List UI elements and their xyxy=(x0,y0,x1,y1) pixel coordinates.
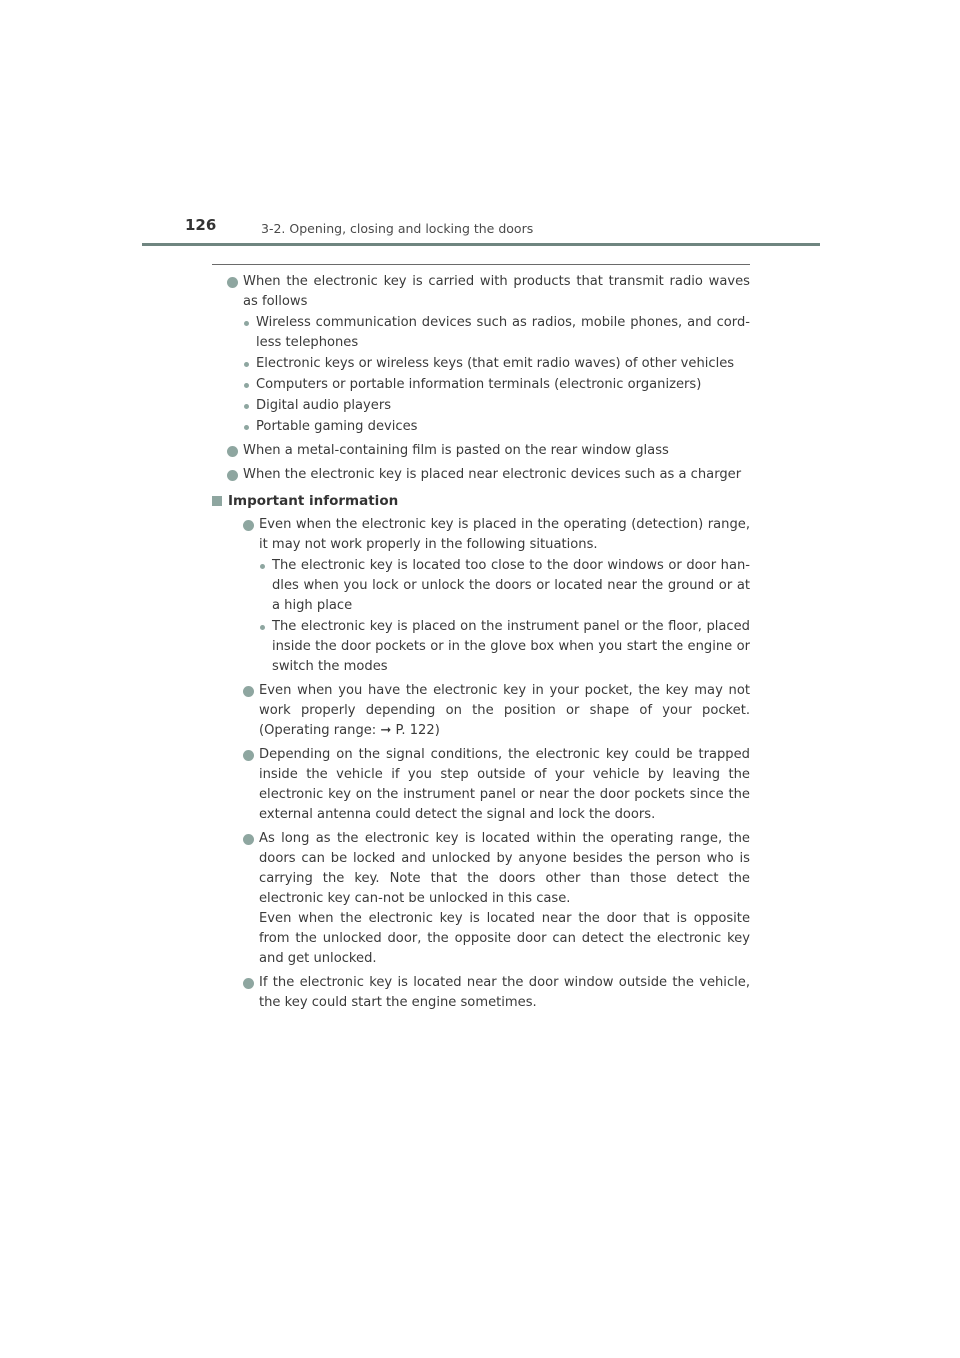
bullet-dot-icon xyxy=(243,978,254,989)
arrow-right-icon: ➞ xyxy=(380,723,392,738)
bullet-dot-icon xyxy=(243,686,254,697)
sub-item-text: Digital audio players xyxy=(256,398,392,413)
list-item xyxy=(228,829,750,969)
section-title: 3-2. Opening, closing and locking the doors xyxy=(261,221,534,236)
list-item xyxy=(212,272,750,437)
square-bullet-icon xyxy=(212,496,222,506)
list-item xyxy=(228,973,750,1013)
conditions-list xyxy=(212,272,750,485)
list-item-text: When the electronic key is placed near electronic devices such as a charger xyxy=(243,467,742,482)
list-item-text: When the electronic key is carried with products that transmit radio waves as follows xyxy=(243,274,750,309)
sub-item-text: Electronic keys or wireless keys (that emit radio waves) of other vehicles xyxy=(256,356,735,371)
small-bullet-icon xyxy=(260,625,265,630)
sub-item-text: Computers or portable information terminals (electronic organizers) xyxy=(256,377,702,392)
small-bullet-icon xyxy=(244,404,249,409)
small-bullet-icon xyxy=(244,425,249,430)
bullet-dot-icon xyxy=(227,446,238,457)
sub-item-text: Wireless communication devices such as radios, mobile phones, and cord-less telephones xyxy=(256,315,750,350)
important-list xyxy=(212,515,750,1013)
bullet-dot-icon xyxy=(243,834,254,845)
small-bullet-icon xyxy=(260,564,265,569)
list-item xyxy=(212,441,750,461)
list-item-text: Even when the electronic key is placed in the operating (detection) range, it may not work properly in the following situations. xyxy=(259,517,750,552)
list-item-text: As long as the electronic key is located within the operating range, the doors can be locked and unlocked by anyone besides the person who is carrying the key. Note that the doors other than those detect the electronic key can-not be unlocked in this case. xyxy=(259,831,750,906)
sub-list-item xyxy=(212,417,750,437)
list-item-text: If the electronic key is located near the door window outside the vehicle, the key could start the engine sometimes. xyxy=(259,975,750,1010)
small-bullet-icon xyxy=(244,362,249,367)
heading-text: Important information xyxy=(228,493,399,509)
list-item-text: Depending on the signal conditions, the electronic key could be trapped inside the vehicle if you step outside of your vehicle by leaving the electronic key on the instrument panel or near the door pockets since the external antenna could detect the signal and lock the doors. xyxy=(259,747,750,822)
list-item-text: Even when you have the electronic key in your pocket, the key may not work properly depending on the position or shape of your pocket. (Operating range: xyxy=(259,683,750,738)
bullet-dot-icon xyxy=(243,520,254,531)
sub-list-item xyxy=(212,313,750,353)
header-rule xyxy=(142,243,820,246)
sub-list-item xyxy=(212,396,750,416)
list-item xyxy=(212,465,750,485)
small-bullet-icon xyxy=(244,383,249,388)
page-number: 126 xyxy=(185,216,217,234)
list-item xyxy=(228,681,750,741)
sub-item-text: Portable gaming devices xyxy=(256,419,418,434)
small-bullet-icon xyxy=(244,321,249,326)
sub-list-item xyxy=(212,354,750,374)
sub-list xyxy=(228,556,750,677)
bullet-dot-icon xyxy=(227,470,238,481)
bullet-dot-icon xyxy=(227,277,238,288)
list-item-continuation: Even when the electronic key is located near the door that is opposite from the unlocked door, the opposite door can detect the electronic key and get unlocked. xyxy=(259,911,750,966)
page-header xyxy=(0,0,960,250)
sub-list-item xyxy=(228,556,750,616)
sub-item-text: The electronic key is placed on the instrument panel or the floor, placed inside the door pockets or in the glove box when you start the engine or switch the modes xyxy=(272,619,750,674)
sub-list-item xyxy=(228,617,750,677)
important-information-heading xyxy=(212,491,750,511)
bullet-dot-icon xyxy=(243,750,254,761)
page-content xyxy=(212,264,750,1017)
list-item-text: When a metal-containing film is pasted on the rear window glass xyxy=(243,443,669,458)
page-reference-link[interactable]: P. 122) xyxy=(395,723,440,738)
list-item xyxy=(228,745,750,825)
sub-item-text: The electronic key is located too close to the door windows or door han-dles when you lock or unlock the doors or located near the ground or at a high place xyxy=(272,558,750,613)
list-item xyxy=(228,515,750,677)
sub-list xyxy=(212,313,750,437)
sub-list-item xyxy=(212,375,750,395)
